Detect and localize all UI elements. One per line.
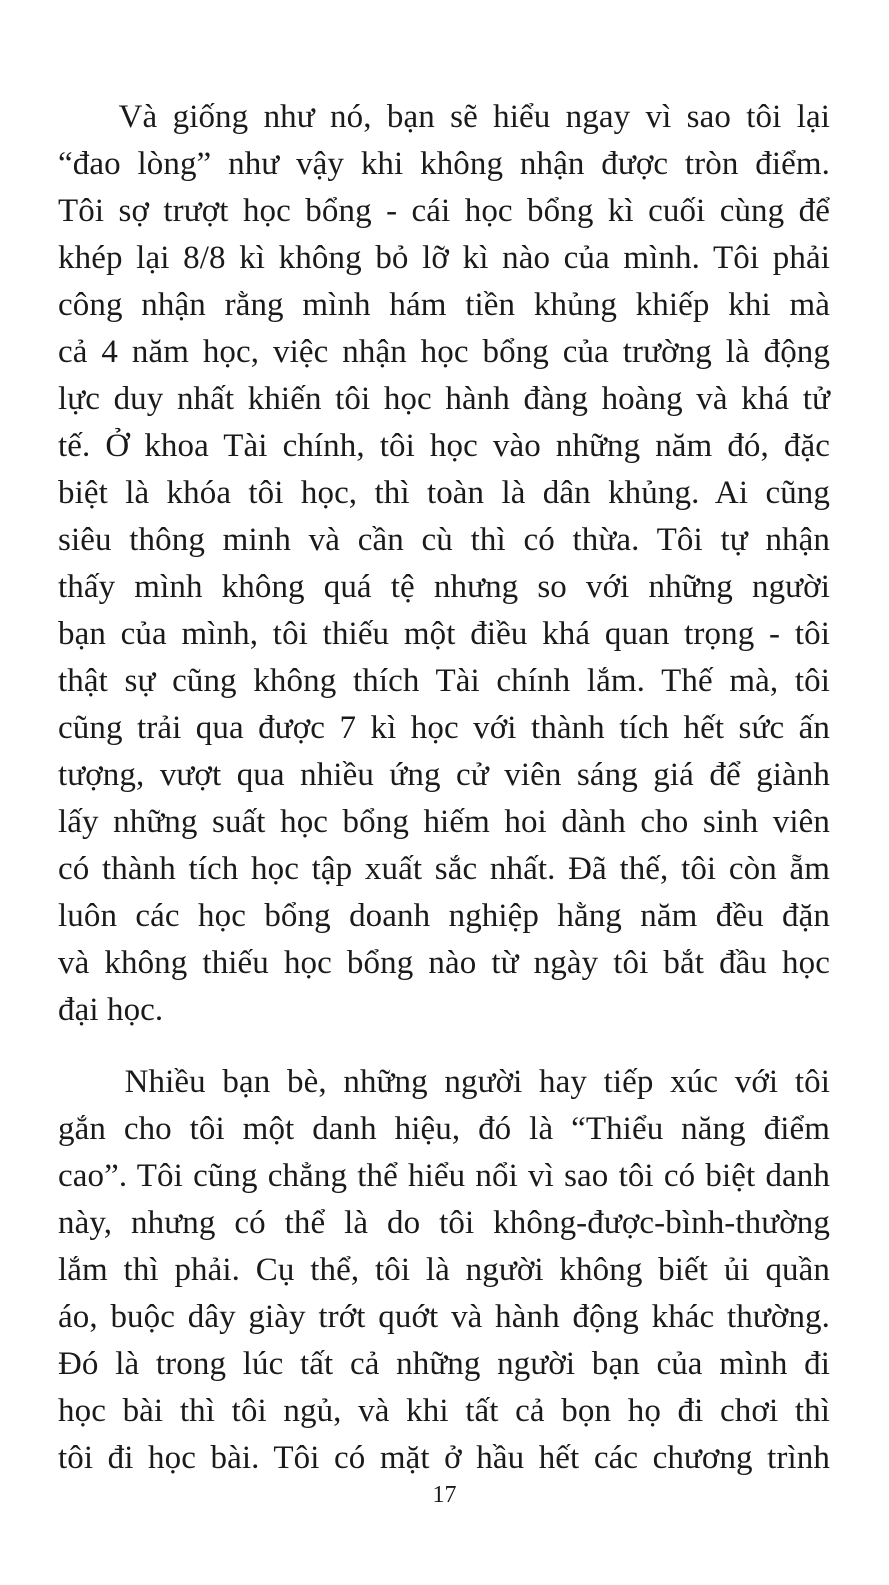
page-number: 17 xyxy=(432,1482,457,1508)
text-line: luôn các học bổng doanh nghiệp hằng năm đều đặn xyxy=(58,898,830,934)
text-line: công nhận rằng mình hám tiền khủng khiếp khi mà xyxy=(58,287,830,323)
text-line: học bài thì tôi ngủ, và khi tất cả bọn họ đi chơi thì xyxy=(58,1393,830,1429)
text-line: Tôi sợ trượt học bổng - cái học bổng kì cuối cùng để xyxy=(58,193,830,229)
text-line: cao”. Tôi cũng chẳng thể hiểu nổi vì sao tôi có biệt danh xyxy=(58,1158,830,1194)
text-line: Đó là trong lúc tất cả những người bạn của mình đi xyxy=(58,1346,830,1382)
text-line: này, nhưng có thể là do tôi không-được-bình-thường xyxy=(58,1205,830,1241)
text-line: cả 4 năm học, việc nhận học bổng của trường là động xyxy=(58,334,830,370)
text-line: “đao lòng” như vậy khi không nhận được tròn điểm. xyxy=(58,146,830,182)
text-line: tế. Ở khoa Tài chính, tôi học vào những năm đó, đặc xyxy=(58,428,830,464)
text-line: tôi đi học bài. Tôi có mặt ở hầu hết các chương trình xyxy=(58,1440,830,1476)
text-line: bạn của mình, tôi thiếu một điều khá quan trọng - tôi xyxy=(58,616,830,652)
text-line: và không thiếu học bổng nào từ ngày tôi bắt đầu học xyxy=(58,945,830,981)
text-line: có thành tích học tập xuất sắc nhất. Đã thế, tôi còn ẵm xyxy=(58,851,830,887)
text-line: khép lại 8/8 kì không bỏ lỡ kì nào của mình. Tôi phải xyxy=(58,240,830,276)
paragraph-2 xyxy=(58,1059,830,1482)
text-line: biệt là khóa tôi học, thì toàn là dân khủng. Ai cũng xyxy=(58,475,830,511)
text-line: lấy những suất học bổng hiếm hoi dành cho sinh viên xyxy=(58,804,830,840)
paragraph-1 xyxy=(58,94,830,1034)
body-text xyxy=(58,94,830,1482)
text-line: Nhiều bạn bè, những người hay tiếp xúc với tôi xyxy=(58,1064,830,1100)
text-line: Và giống như nó, bạn sẽ hiểu ngay vì sao tôi lại xyxy=(58,99,830,135)
text-line: áo, buộc dây giày trớt quớt và hành động khác thường. xyxy=(58,1299,830,1335)
text-line: thật sự cũng không thích Tài chính lắm. Thế mà, tôi xyxy=(58,663,830,699)
text-line: thấy mình không quá tệ nhưng so với những người xyxy=(58,569,830,605)
text-line: lực duy nhất khiến tôi học hành đàng hoàng và khá tử xyxy=(58,381,830,417)
text-line: cũng trải qua được 7 kì học với thành tích hết sức ấn xyxy=(58,710,830,746)
text-line: tượng, vượt qua nhiều ứng cử viên sáng giá để giành xyxy=(58,757,830,793)
text-line: lắm thì phải. Cụ thể, tôi là người không biết ủi quần xyxy=(58,1252,830,1288)
text-line: gắn cho tôi một danh hiệu, đó là “Thiểu năng điểm xyxy=(58,1111,830,1147)
text-line: đại học. xyxy=(58,992,164,1028)
text-line: siêu thông minh và cần cù thì có thừa. Tôi tự nhận xyxy=(58,522,830,558)
